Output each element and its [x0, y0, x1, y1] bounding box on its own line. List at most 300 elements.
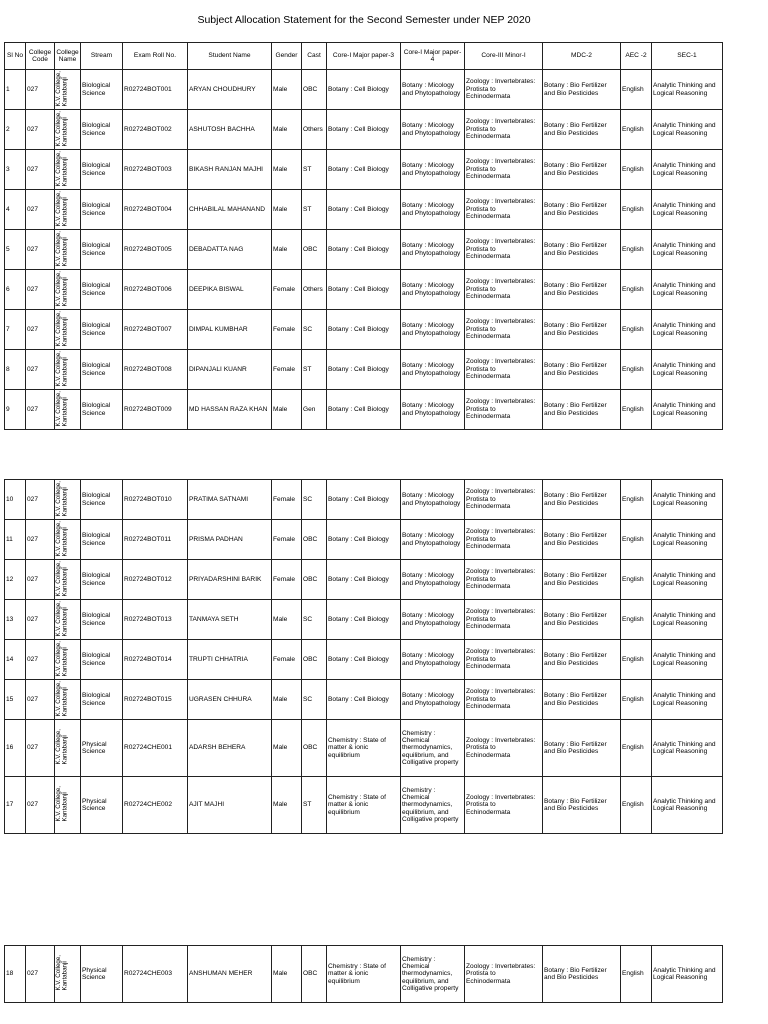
college-code-cell: 027 [26, 777, 55, 834]
major-paper-3-cell: Botany : Cell Biology [327, 110, 401, 150]
student-name-cell: TRUPTI CHHATRIA [188, 640, 272, 680]
header-major-paper-3: Core-I Major paper-3 [327, 43, 401, 70]
major-paper-4-cell: Botany : Micology and Phytopathology [401, 480, 465, 520]
exam-roll-cell: R02724BOT008 [123, 350, 188, 390]
minor-1-cell: Zoology : Invertebrates: Protista to Echinodermata [465, 150, 543, 190]
sl-no-cell: 4 [5, 190, 26, 230]
major-paper-3-cell: Chemistry : State of matter & ionic equilibrium [327, 720, 401, 777]
header-aec-2: AEC -2 [621, 43, 652, 70]
major-paper-3-cell: Botany : Cell Biology [327, 640, 401, 680]
stream-cell: Biological Science [81, 480, 123, 520]
sl-no-cell: 1 [5, 70, 26, 110]
cast-cell: OBC [302, 520, 327, 560]
aec-2-cell: English [621, 777, 652, 834]
header-gender: Gender [272, 43, 302, 70]
major-paper-3-cell: Botany : Cell Biology [327, 390, 401, 430]
college-name-text: K.V. College, Kantabanji [55, 520, 69, 557]
exam-roll-cell: R02724BOT001 [123, 70, 188, 110]
minor-1-cell: Zoology : Invertebrates: Protista to Echinodermata [465, 390, 543, 430]
minor-1-cell: Zoology : Invertebrates: Protista to Echinodermata [465, 946, 543, 1003]
cast-cell: OBC [302, 560, 327, 600]
mdc-2-cell: Botany : Bio Fertilizer and Bio Pesticides [543, 720, 621, 777]
sl-no-cell: 9 [5, 390, 26, 430]
major-paper-4-cell: Botany : Micology and Phytopathology [401, 70, 465, 110]
exam-roll-cell: R02724BOT010 [123, 480, 188, 520]
table-body-page-2 [5, 480, 723, 834]
cast-cell: OBC [302, 720, 327, 777]
sl-no-cell: 13 [5, 600, 26, 640]
cast-cell: OBC [302, 70, 327, 110]
exam-roll-cell: R02724BOT007 [123, 310, 188, 350]
college-name-cell [55, 230, 81, 270]
mdc-2-cell: Botany : Bio Fertilizer and Bio Pesticides [543, 946, 621, 1003]
sl-no-cell: 3 [5, 150, 26, 190]
major-paper-3-cell: Botany : Cell Biology [327, 70, 401, 110]
cast-cell: OBC [302, 230, 327, 270]
major-paper-4-cell: Botany : Micology and Phytopathology [401, 230, 465, 270]
aec-2-cell: English [621, 190, 652, 230]
mdc-2-cell: Botany : Bio Fertilizer and Bio Pesticides [543, 480, 621, 520]
page-title: Subject Allocation Statement for the Second Semester under NEP 2020 [197, 14, 531, 26]
header-college-code: College Code [26, 43, 55, 70]
mdc-2-cell: Botany : Bio Fertilizer and Bio Pesticides [543, 350, 621, 390]
mdc-2-cell: Botany : Bio Fertilizer and Bio Pesticides [543, 150, 621, 190]
major-paper-4-cell: Chemistry : Chemical thermodynamics, equilibrium, and Colligative property [401, 946, 465, 1003]
minor-1-cell: Zoology : Invertebrates: Protista to Echinodermata [465, 350, 543, 390]
sec-1-cell: Analytic Thinking and Logical Reasoning [652, 640, 723, 680]
aec-2-cell: English [621, 720, 652, 777]
mdc-2-cell: Botany : Bio Fertilizer and Bio Pesticides [543, 520, 621, 560]
college-name-cell [55, 520, 81, 560]
stream-cell: Biological Science [81, 150, 123, 190]
minor-1-cell: Zoology : Invertebrates: Protista to Echinodermata [465, 70, 543, 110]
sl-no-cell: 10 [5, 480, 26, 520]
student-name-cell: PRISMA PADHAN [188, 520, 272, 560]
exam-roll-cell: R02724BOT015 [123, 680, 188, 720]
major-paper-3-cell: Botany : Cell Biology [327, 480, 401, 520]
sl-no-cell: 8 [5, 350, 26, 390]
college-code-cell: 027 [26, 720, 55, 777]
allocation-table-page-2 [4, 479, 723, 834]
college-name-cell [55, 70, 81, 110]
table-row [5, 680, 723, 720]
sl-no-cell: 16 [5, 720, 26, 777]
major-paper-4-cell: Botany : Micology and Phytopathology [401, 560, 465, 600]
sec-1-cell: Analytic Thinking and Logical Reasoning [652, 520, 723, 560]
sec-1-cell: Analytic Thinking and Logical Reasoning [652, 720, 723, 777]
aec-2-cell: English [621, 110, 652, 150]
major-paper-3-cell: Botany : Cell Biology [327, 350, 401, 390]
table-row [5, 350, 723, 390]
gender-cell: Male [272, 190, 302, 230]
mdc-2-cell: Botany : Bio Fertilizer and Bio Pesticides [543, 70, 621, 110]
sec-1-cell: Analytic Thinking and Logical Reasoning [652, 560, 723, 600]
stream-cell: Biological Science [81, 600, 123, 640]
sec-1-cell: Analytic Thinking and Logical Reasoning [652, 600, 723, 640]
sl-no-cell: 2 [5, 110, 26, 150]
exam-roll-cell: R02724BOT012 [123, 560, 188, 600]
mdc-2-cell: Botany : Bio Fertilizer and Bio Pesticides [543, 600, 621, 640]
college-code-cell: 027 [26, 520, 55, 560]
major-paper-3-cell: Chemistry : State of matter & ionic equilibrium [327, 777, 401, 834]
mdc-2-cell: Botany : Bio Fertilizer and Bio Pesticides [543, 777, 621, 834]
cast-cell: SC [302, 600, 327, 640]
aec-2-cell: English [621, 350, 652, 390]
stream-cell: Biological Science [81, 270, 123, 310]
college-name-cell [55, 110, 81, 150]
major-paper-3-cell: Botany : Cell Biology [327, 230, 401, 270]
table-body-page-1 [5, 70, 723, 430]
mdc-2-cell: Botany : Bio Fertilizer and Bio Pesticides [543, 390, 621, 430]
sl-no-cell: 14 [5, 640, 26, 680]
college-code-cell: 027 [26, 150, 55, 190]
major-paper-4-cell: Botany : Micology and Phytopathology [401, 270, 465, 310]
major-paper-4-cell: Botany : Micology and Phytopathology [401, 350, 465, 390]
stream-cell: Biological Science [81, 390, 123, 430]
mdc-2-cell: Botany : Bio Fertilizer and Bio Pesticides [543, 640, 621, 680]
table-row [5, 70, 723, 110]
aec-2-cell: English [621, 150, 652, 190]
student-name-cell: AJIT MAJHI [188, 777, 272, 834]
exam-roll-cell: R02724BOT009 [123, 390, 188, 430]
gender-cell: Male [272, 70, 302, 110]
exam-roll-cell: R02724BOT005 [123, 230, 188, 270]
sec-1-cell: Analytic Thinking and Logical Reasoning [652, 270, 723, 310]
allocation-table-page-3 [4, 945, 723, 1003]
major-paper-4-cell: Botany : Micology and Phytopathology [401, 520, 465, 560]
minor-1-cell: Zoology : Invertebrates: Protista to Echinodermata [465, 230, 543, 270]
table-row [5, 777, 723, 834]
college-name-text: K.V. College, Kantabanji [55, 729, 69, 765]
major-paper-3-cell: Botany : Cell Biology [327, 310, 401, 350]
minor-1-cell: Zoology : Invertebrates: Protista to Echinodermata [465, 600, 543, 640]
student-name-cell: DEBADATTA NAG [188, 230, 272, 270]
gender-cell: Male [272, 777, 302, 834]
gender-cell: Female [272, 310, 302, 350]
major-paper-3-cell: Botany : Cell Biology [327, 190, 401, 230]
sec-1-cell: Analytic Thinking and Logical Reasoning [652, 150, 723, 190]
major-paper-3-cell: Botany : Cell Biology [327, 560, 401, 600]
table-row [5, 946, 723, 1003]
stream-cell: Biological Science [81, 190, 123, 230]
minor-1-cell: Zoology : Invertebrates: Protista to Echinodermata [465, 190, 543, 230]
aec-2-cell: English [621, 680, 652, 720]
college-code-cell: 027 [26, 946, 55, 1003]
college-name-cell [55, 480, 81, 520]
table-row [5, 560, 723, 600]
mdc-2-cell: Botany : Bio Fertilizer and Bio Pesticides [543, 110, 621, 150]
student-name-cell: ADARSH BEHERA [188, 720, 272, 777]
gender-cell: Male [272, 110, 302, 150]
stream-cell: Biological Science [81, 680, 123, 720]
table-row [5, 150, 723, 190]
table-row [5, 190, 723, 230]
header-student-name: Student Name [188, 43, 272, 70]
college-code-cell: 027 [26, 190, 55, 230]
minor-1-cell: Zoology : Invertebrates: Protista to Echinodermata [465, 110, 543, 150]
aec-2-cell: English [621, 70, 652, 110]
minor-1-cell: Zoology : Invertebrates: Protista to Echinodermata [465, 560, 543, 600]
sec-1-cell: Analytic Thinking and Logical Reasoning [652, 350, 723, 390]
sl-no-cell: 6 [5, 270, 26, 310]
cast-cell: SC [302, 310, 327, 350]
sl-no-cell: 7 [5, 310, 26, 350]
aec-2-cell: English [621, 270, 652, 310]
minor-1-cell: Zoology : Invertebrates: Protista to Echinodermata [465, 680, 543, 720]
stream-cell: Biological Science [81, 640, 123, 680]
minor-1-cell: Zoology : Invertebrates: Protista to Echinodermata [465, 310, 543, 350]
gender-cell: Female [272, 350, 302, 390]
student-name-cell: BIKASH RANJAN MAJHI [188, 150, 272, 190]
aec-2-cell: English [621, 480, 652, 520]
major-paper-4-cell: Botany : Micology and Phytopathology [401, 680, 465, 720]
gender-cell: Female [272, 640, 302, 680]
college-name-text: K.V. College, Kantabanji [55, 786, 69, 822]
student-name-cell: ASHUTOSH BACHHA [188, 110, 272, 150]
table-row [5, 600, 723, 640]
student-name-cell: TANMAYA SETH [188, 600, 272, 640]
mdc-2-cell: Botany : Bio Fertilizer and Bio Pesticides [543, 560, 621, 600]
cast-cell: ST [302, 777, 327, 834]
header-sl-no: Sl No [5, 43, 26, 70]
stream-cell: Biological Science [81, 70, 123, 110]
college-name-text: K.V. College, Kantabanji [55, 150, 69, 187]
major-paper-3-cell: Botany : Cell Biology [327, 520, 401, 560]
college-name-text: K.V. College, Kantabanji [55, 350, 69, 387]
exam-roll-cell: R02724CHE003 [123, 946, 188, 1003]
college-name-cell [55, 270, 81, 310]
sl-no-cell: 18 [5, 946, 26, 1003]
student-name-cell: ANSHUMAN MEHER [188, 946, 272, 1003]
major-paper-4-cell: Botany : Micology and Phytopathology [401, 150, 465, 190]
college-code-cell: 027 [26, 480, 55, 520]
gender-cell: Male [272, 946, 302, 1003]
major-paper-4-cell: Botany : Micology and Phytopathology [401, 190, 465, 230]
college-name-cell [55, 350, 81, 390]
major-paper-4-cell: Chemistry : Chemical thermodynamics, equilibrium, and Colligative property [401, 720, 465, 777]
cast-cell: Others [302, 270, 327, 310]
major-paper-3-cell: Chemistry : State of matter & ionic equilibrium [327, 946, 401, 1003]
college-name-cell [55, 640, 81, 680]
table-row [5, 310, 723, 350]
sl-no-cell: 12 [5, 560, 26, 600]
aec-2-cell: English [621, 310, 652, 350]
exam-roll-cell: R02724CHE002 [123, 777, 188, 834]
gender-cell: Female [272, 480, 302, 520]
minor-1-cell: Zoology : Invertebrates: Protista to Echinodermata [465, 777, 543, 834]
college-name-cell [55, 560, 81, 600]
major-paper-4-cell: Botany : Micology and Phytopathology [401, 640, 465, 680]
sec-1-cell: Analytic Thinking and Logical Reasoning [652, 70, 723, 110]
college-name-text: K.V. College, Kantabanji [55, 955, 69, 991]
exam-roll-cell: R02724BOT014 [123, 640, 188, 680]
aec-2-cell: English [621, 560, 652, 600]
table-body-page-3 [5, 946, 723, 1003]
stream-cell: Biological Science [81, 310, 123, 350]
cast-cell: ST [302, 150, 327, 190]
gender-cell: Male [272, 600, 302, 640]
college-code-cell: 027 [26, 390, 55, 430]
exam-roll-cell: R02724CHE001 [123, 720, 188, 777]
college-code-cell: 027 [26, 350, 55, 390]
exam-roll-cell: R02724BOT006 [123, 270, 188, 310]
cast-cell: OBC [302, 946, 327, 1003]
sl-no-cell: 17 [5, 777, 26, 834]
college-name-text: K.V. College, Kantabanji [55, 480, 69, 517]
sec-1-cell: Analytic Thinking and Logical Reasoning [652, 230, 723, 270]
student-name-cell: DIMPAL KUMBHAR [188, 310, 272, 350]
college-name-text: K.V. College, Kantabanji [55, 390, 69, 427]
cast-cell: SC [302, 680, 327, 720]
aec-2-cell: English [621, 520, 652, 560]
college-name-text: K.V. College, Kantabanji [55, 600, 69, 637]
exam-roll-cell: R02724BOT003 [123, 150, 188, 190]
major-paper-4-cell: Botany : Micology and Phytopathology [401, 600, 465, 640]
minor-1-cell: Zoology : Invertebrates: Protista to Echinodermata [465, 270, 543, 310]
minor-1-cell: Zoology : Invertebrates: Protista to Echinodermata [465, 720, 543, 777]
sl-no-cell: 11 [5, 520, 26, 560]
sec-1-cell: Analytic Thinking and Logical Reasoning [652, 946, 723, 1003]
college-name-cell [55, 190, 81, 230]
major-paper-3-cell: Botany : Cell Biology [327, 270, 401, 310]
college-name-cell [55, 720, 81, 777]
table-row [5, 270, 723, 310]
gender-cell: Female [272, 560, 302, 600]
sl-no-cell: 15 [5, 680, 26, 720]
college-code-cell: 027 [26, 230, 55, 270]
college-code-cell: 027 [26, 680, 55, 720]
sec-1-cell: Analytic Thinking and Logical Reasoning [652, 310, 723, 350]
minor-1-cell: Zoology : Invertebrates: Protista to Echinodermata [465, 640, 543, 680]
stream-cell: Biological Science [81, 230, 123, 270]
college-name-text: K.V. College, Kantabanji [55, 310, 69, 347]
sl-no-cell: 5 [5, 230, 26, 270]
table-header [5, 43, 723, 70]
stream-cell: Physical Science [81, 777, 123, 834]
college-name-text: K.V. College, Kantabanji [55, 70, 69, 107]
sec-1-cell: Analytic Thinking and Logical Reasoning [652, 190, 723, 230]
exam-roll-cell: R02724BOT011 [123, 520, 188, 560]
student-name-cell: CHHABILAL MAHANAND [188, 190, 272, 230]
minor-1-cell: Zoology : Invertebrates: Protista to Echinodermata [465, 520, 543, 560]
mdc-2-cell: Botany : Bio Fertilizer and Bio Pesticides [543, 230, 621, 270]
cast-cell: ST [302, 350, 327, 390]
table-row [5, 230, 723, 270]
cast-cell: Gen [302, 390, 327, 430]
student-name-cell: PRIYADARSHINI BARIK [188, 560, 272, 600]
exam-roll-cell: R02724BOT004 [123, 190, 188, 230]
college-code-cell: 027 [26, 640, 55, 680]
sec-1-cell: Analytic Thinking and Logical Reasoning [652, 110, 723, 150]
college-name-text: K.V. College, Kantabanji [55, 640, 69, 677]
header-minor-1: Core-III Minor-I [465, 43, 543, 70]
gender-cell: Male [272, 230, 302, 270]
cast-cell: ST [302, 190, 327, 230]
college-code-cell: 027 [26, 310, 55, 350]
student-name-cell: UGRASEN CHHURA [188, 680, 272, 720]
major-paper-4-cell: Chemistry : Chemical thermodynamics, equilibrium, and Colligative property [401, 777, 465, 834]
aec-2-cell: English [621, 946, 652, 1003]
college-name-cell [55, 150, 81, 190]
gender-cell: Female [272, 520, 302, 560]
sec-1-cell: Analytic Thinking and Logical Reasoning [652, 390, 723, 430]
header-exam-roll-no: Exam Roll No. [123, 43, 188, 70]
mdc-2-cell: Botany : Bio Fertilizer and Bio Pesticides [543, 270, 621, 310]
table-row [5, 390, 723, 430]
cast-cell: Others [302, 110, 327, 150]
aec-2-cell: English [621, 600, 652, 640]
mdc-2-cell: Botany : Bio Fertilizer and Bio Pesticides [543, 190, 621, 230]
sec-1-cell: Analytic Thinking and Logical Reasoning [652, 680, 723, 720]
major-paper-3-cell: Botany : Cell Biology [327, 150, 401, 190]
college-code-cell: 027 [26, 70, 55, 110]
major-paper-4-cell: Botany : Micology and Phytopathology [401, 110, 465, 150]
college-name-text: K.V. College, Kantabanji [55, 270, 69, 307]
student-name-cell: DEEPIKA BISWAL [188, 270, 272, 310]
cast-cell: OBC [302, 640, 327, 680]
gender-cell: Male [272, 390, 302, 430]
gender-cell: Female [272, 270, 302, 310]
college-name-text: K.V. College, Kantabanji [55, 110, 69, 147]
gender-cell: Male [272, 150, 302, 190]
stream-cell: Physical Science [81, 946, 123, 1003]
college-code-cell: 027 [26, 110, 55, 150]
table-row [5, 110, 723, 150]
major-paper-4-cell: Botany : Micology and Phytopathology [401, 310, 465, 350]
aec-2-cell: English [621, 640, 652, 680]
header-mdc-2: MDC-2 [543, 43, 621, 70]
stream-cell: Biological Science [81, 350, 123, 390]
mdc-2-cell: Botany : Bio Fertilizer and Bio Pesticides [543, 680, 621, 720]
header-cast: Cast [302, 43, 327, 70]
college-name-text: K.V. College, Kantabanji [55, 680, 69, 717]
college-name-cell [55, 777, 81, 834]
college-name-text: K.V. College, Kantabanji [55, 560, 69, 597]
student-name-cell: PRATIMA SATNAMI [188, 480, 272, 520]
sec-1-cell: Analytic Thinking and Logical Reasoning [652, 480, 723, 520]
student-name-cell: ARYAN CHOUDHURY [188, 70, 272, 110]
college-name-cell [55, 680, 81, 720]
gender-cell: Male [272, 720, 302, 777]
college-name-cell [55, 390, 81, 430]
gender-cell: Male [272, 680, 302, 720]
mdc-2-cell: Botany : Bio Fertilizer and Bio Pesticides [543, 310, 621, 350]
college-code-cell: 027 [26, 600, 55, 640]
student-name-cell: DIPANJALI KUANR [188, 350, 272, 390]
college-code-cell: 027 [26, 270, 55, 310]
college-name-text: K.V. College, Kantabanji [55, 230, 69, 267]
header-stream: Stream [81, 43, 123, 70]
cast-cell: SC [302, 480, 327, 520]
major-paper-3-cell: Botany : Cell Biology [327, 600, 401, 640]
exam-roll-cell: R02724BOT002 [123, 110, 188, 150]
college-name-cell [55, 600, 81, 640]
major-paper-4-cell: Botany : Micology and Phytopathology [401, 390, 465, 430]
header-sec-1: SEC-1 [652, 43, 723, 70]
sec-1-cell: Analytic Thinking and Logical Reasoning [652, 777, 723, 834]
stream-cell: Physical Science [81, 720, 123, 777]
aec-2-cell: English [621, 390, 652, 430]
table-row [5, 480, 723, 520]
stream-cell: Biological Science [81, 520, 123, 560]
exam-roll-cell: R02724BOT013 [123, 600, 188, 640]
college-code-cell: 027 [26, 560, 55, 600]
table-row [5, 720, 723, 777]
table-row [5, 640, 723, 680]
header-college-name: College Name [55, 43, 81, 70]
allocation-table-page-1 [4, 42, 723, 430]
student-name-cell: MD HASSAN RAZA KHAN [188, 390, 272, 430]
